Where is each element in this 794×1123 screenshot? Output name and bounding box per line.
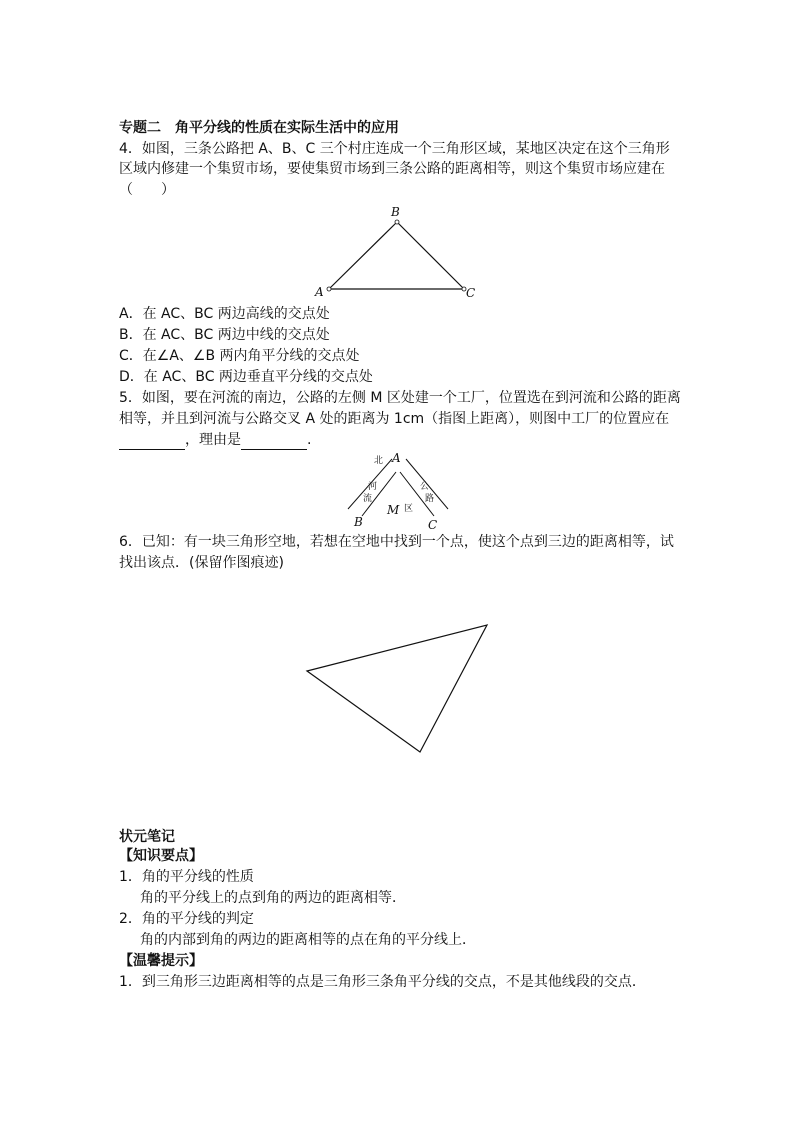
- q5-label-c: C: [428, 518, 438, 532]
- q4-option-c: C．在∠A、∠B 两内角平分线的交点处: [119, 348, 360, 364]
- q5-label-m: M: [387, 503, 400, 517]
- q6-line1: 6．已知：有一块三角形空地，若想在空地中找到一个点，使这个点到三边的距离相等，试: [119, 534, 674, 550]
- notes-title: 状元笔记: [119, 829, 175, 845]
- q5-label-a: A: [392, 451, 401, 465]
- q4-triangle-figure: [310, 200, 490, 304]
- q4-line2: 区域内修建一个集贸市场，要使集贸市场到三条公路的距离相等，则这个集贸市场应建在: [119, 161, 665, 177]
- knowledge-item-2-title: 2．角的平分线的判定: [119, 911, 254, 927]
- q4-vertex-a: [327, 287, 331, 291]
- knowledge-item-1-title: 1．角的平分线的性质: [119, 869, 254, 885]
- q5-line3: [119, 430, 311, 450]
- q5-blank-reason[interactable]: [241, 435, 307, 450]
- q5-label-road-1: 公: [420, 482, 430, 492]
- tips-header: 【温馨提示】: [119, 953, 203, 969]
- q5-label-b: B: [354, 515, 363, 529]
- q6-triangle: [307, 625, 487, 752]
- knowledge-header: 【知识要点】: [119, 848, 203, 864]
- q4-option-b: B．在 AC、BC 两边中线的交点处: [119, 327, 330, 343]
- tip-1: 1．到三角形三边距离相等的点是三角形三条角平分线的交点，不是其他线段的交点．: [119, 974, 646, 990]
- q5-river-road-figure: [340, 447, 460, 535]
- q4-side-bc: [397, 222, 464, 289]
- q5-blank-position[interactable]: [119, 435, 185, 450]
- q5-label-zone: 区: [404, 504, 414, 514]
- q4-label-c: C: [466, 286, 476, 300]
- q4-label-a: A: [315, 285, 324, 299]
- knowledge-item-2-body: 角的内部到角的两边的距离相等的点在角的平分线上．: [140, 932, 476, 948]
- q5-label-river-2: 流: [363, 494, 373, 504]
- q4-side-ab: [329, 222, 397, 289]
- q5-label-road-2: 路: [425, 494, 435, 504]
- q5-reason-text: ，理由是: [185, 432, 241, 448]
- q4-vertex-b: [395, 220, 399, 224]
- q5-period: .: [307, 432, 312, 448]
- q6-line2: 找出该点．(保留作图痕迹): [119, 555, 284, 571]
- q4-line3: （ ）: [119, 182, 175, 198]
- q4-line1: 4．如图，三条公路把 A、B、C 三个村庄连成一个三角形区域，某地区决定在这个三角形: [119, 141, 670, 157]
- q5-line1: 5．如图，要在河流的南边，公路的左侧 M 区处建一个工厂，位置选在到河流和公路的距离: [119, 390, 681, 406]
- q5-line2: 相等，并且到河流与公路交叉 A 处的距离为 1cm（指图上距离），则图中工厂的位置应在: [119, 411, 670, 427]
- q5-label-river-1: 河: [368, 482, 378, 492]
- q6-triangle-figure: [300, 618, 495, 758]
- knowledge-item-1-body: 角的平分线上的点到角的两边的距离相等．: [140, 890, 406, 906]
- q4-option-a: A．在 AC、BC 两边高线的交点处: [119, 306, 330, 322]
- q4-label-b: B: [391, 205, 400, 219]
- q4-option-d: D．在 AC、BC 两边垂直平分线的交点处: [119, 369, 373, 385]
- section-title: 专题二 角平分线的性质在实际生活中的应用: [119, 120, 399, 136]
- q5-label-north: 北: [374, 456, 384, 466]
